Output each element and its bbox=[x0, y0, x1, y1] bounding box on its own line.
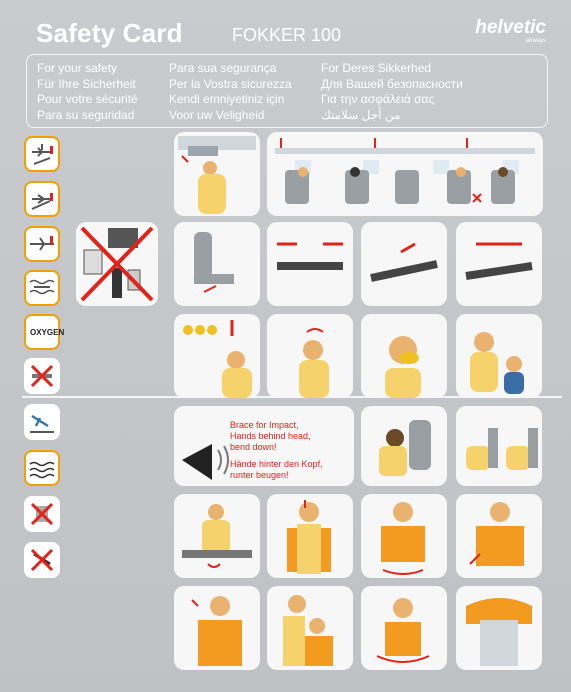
airline-logo bbox=[475, 18, 546, 44]
vest-tube-panel bbox=[174, 586, 260, 670]
ditching-icon bbox=[24, 450, 60, 486]
oxygen-label: OXYGEN bbox=[30, 328, 65, 337]
overhead-bin-panel bbox=[174, 132, 260, 216]
landing-icon bbox=[24, 404, 60, 440]
lang-fr: Pour votre sécurité bbox=[37, 92, 138, 106]
brace-position-panel bbox=[361, 406, 447, 486]
card-title: Safety Card bbox=[36, 18, 183, 48]
brace-warning-text bbox=[230, 420, 354, 481]
assist-child-mask-panel bbox=[456, 314, 542, 398]
lang-tr: Kendi emniyetiniz için bbox=[169, 92, 285, 106]
brace-line-1: Brace for Impact, bbox=[230, 420, 299, 430]
inflate-vest-panel bbox=[456, 494, 542, 578]
prohibited-electronics-panel bbox=[76, 222, 158, 306]
cruise-icon bbox=[24, 226, 60, 262]
no-smoking-icon bbox=[24, 358, 60, 394]
turbulence-icon bbox=[24, 270, 60, 306]
airline-sub: airways bbox=[525, 38, 546, 44]
no-device-landing-icon bbox=[24, 542, 60, 578]
vest-back-view-panel bbox=[456, 586, 542, 670]
wear-mask-panel bbox=[361, 314, 447, 398]
language-box bbox=[26, 54, 548, 128]
brace-child-panel bbox=[456, 406, 542, 486]
child-vest-assist-panel bbox=[267, 586, 353, 670]
lang-de: Für Ihre Sicherheit bbox=[37, 76, 136, 91]
lang-es: Para su seguridad bbox=[37, 107, 135, 122]
lang-it: Per la Vostra sicurezza bbox=[169, 76, 292, 91]
lang-da: For Deres Sikkerhed bbox=[321, 61, 432, 75]
seat-upright-panel bbox=[174, 222, 260, 306]
lang-ar: من أجل سلامتك bbox=[321, 107, 401, 122]
language-column-2 bbox=[169, 61, 292, 123]
brace-line-4: Hände hinter den Kopf, bbox=[230, 459, 323, 469]
don-vest-panel bbox=[267, 494, 353, 578]
language-column-3 bbox=[321, 61, 463, 123]
aircraft-model: FOKKER 100 bbox=[232, 25, 342, 45]
no-electronics-icon bbox=[24, 496, 60, 532]
brace-line-3: bend down! bbox=[230, 442, 277, 452]
takeoff-seatbelt-icon bbox=[24, 136, 60, 172]
fasten-belt-panel bbox=[267, 222, 353, 306]
life-vest-location-panel bbox=[174, 494, 260, 578]
lang-en: For your safety bbox=[37, 61, 118, 75]
climb-icon bbox=[24, 181, 60, 217]
child-vest-panel bbox=[361, 586, 447, 670]
oxygen-icon bbox=[24, 314, 65, 350]
brace-instruction-panel bbox=[174, 406, 354, 486]
cabin-seating-panel bbox=[267, 132, 543, 216]
brace-line-2: Hands behind head, bbox=[230, 431, 311, 441]
lang-el: Για την ασφάλειά σας bbox=[321, 92, 435, 106]
lang-ru: Для Вашей безопасности bbox=[321, 76, 463, 91]
oxygen-mask-drop-panel bbox=[174, 314, 260, 398]
fasten-vest-panel bbox=[361, 494, 447, 578]
airline-name: helvetic bbox=[475, 17, 546, 38]
megaphone-icon bbox=[174, 406, 230, 486]
card-header bbox=[26, 14, 556, 50]
lang-nl: Voor uw Veligheid bbox=[169, 107, 265, 122]
language-column-1 bbox=[37, 61, 138, 123]
tighten-belt-panel bbox=[361, 222, 447, 306]
pull-mask-panel bbox=[267, 314, 353, 398]
lang-pt: Para sua segurança bbox=[169, 61, 277, 75]
brace-line-5: runter beugen! bbox=[230, 470, 289, 480]
release-belt-panel bbox=[456, 222, 542, 306]
